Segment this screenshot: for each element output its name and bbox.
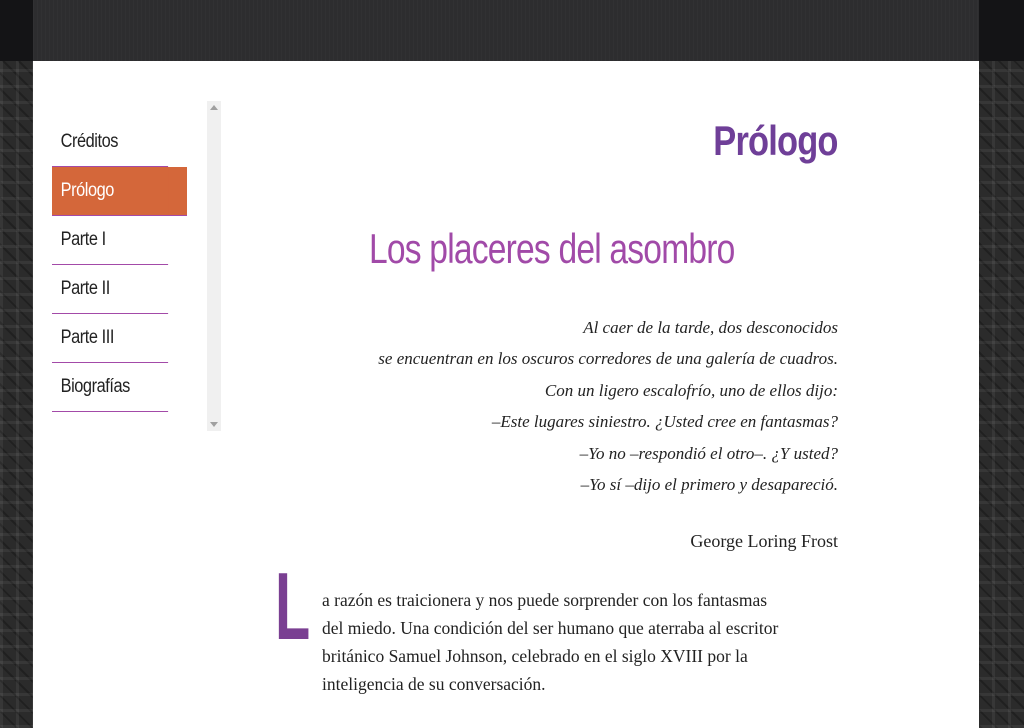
epigraph-poem [278,312,838,500]
window-frame-left [0,0,33,61]
poem-line: –Yo sí –dijo el primero y desapareció. [580,475,838,495]
scroll-up-arrow-icon[interactable] [210,105,218,110]
paragraph-line: británico Samuel Johnson, celebrado en el siglo XVIII por la [322,646,748,666]
toc-item-prologo[interactable]: Prólogo [52,167,168,215]
toc-item-parte-2[interactable]: Parte II [52,265,168,314]
toc-item-parte-1[interactable]: Parte I [52,216,168,265]
poem-line: –Este lugares siniestro. ¿Usted cree en fantasmas? [491,412,838,432]
toc-item-creditos[interactable]: Créditos [52,118,168,167]
scroll-down-arrow-icon[interactable] [210,422,218,427]
paragraph-line: inteligencia de su conversación. [322,674,546,694]
section-title: Los placeres del asombro [369,225,735,272]
paragraph-line: a razón es traicionera y nos puede sorprender con los fantasmas [322,590,768,610]
poem-line: Al caer de la tarde, dos desconocidos [583,318,838,337]
paragraph-line: del miedo. Una condición del ser humano que aterraba al escritor [322,618,779,638]
epigraph-author: George Loring Frost [690,531,838,551]
toc-row-creditos[interactable] [52,118,187,167]
body-paragraph [322,586,842,698]
toc-list [52,118,187,412]
toc-row-parte-1[interactable] [52,216,187,265]
reader-page [33,61,979,728]
toc-row-parte-2[interactable] [52,265,187,314]
toc-row-prologo[interactable] [52,167,187,216]
toc-item-parte-3[interactable]: Parte III [52,314,168,363]
poem-line: Con un ligero escalofrío, uno de ellos dijo: [544,380,838,400]
toc-item-biografias[interactable]: Biografías [52,363,168,412]
poem-line: –Yo no –respondió el otro–. ¿Y usted? [579,443,838,463]
window-frame-right [979,0,1024,61]
drop-cap: L [275,553,311,660]
top-bar [33,0,979,61]
toc-row-parte-3[interactable] [52,314,187,363]
toc-scrollbar[interactable] [207,101,221,431]
chapter-title: Prólogo [713,117,838,164]
poem-line: se encuentran en los oscuros corredores de una galería de cuadros. [378,349,838,369]
table-of-contents [52,101,222,431]
toc-row-biografias[interactable] [52,363,187,412]
